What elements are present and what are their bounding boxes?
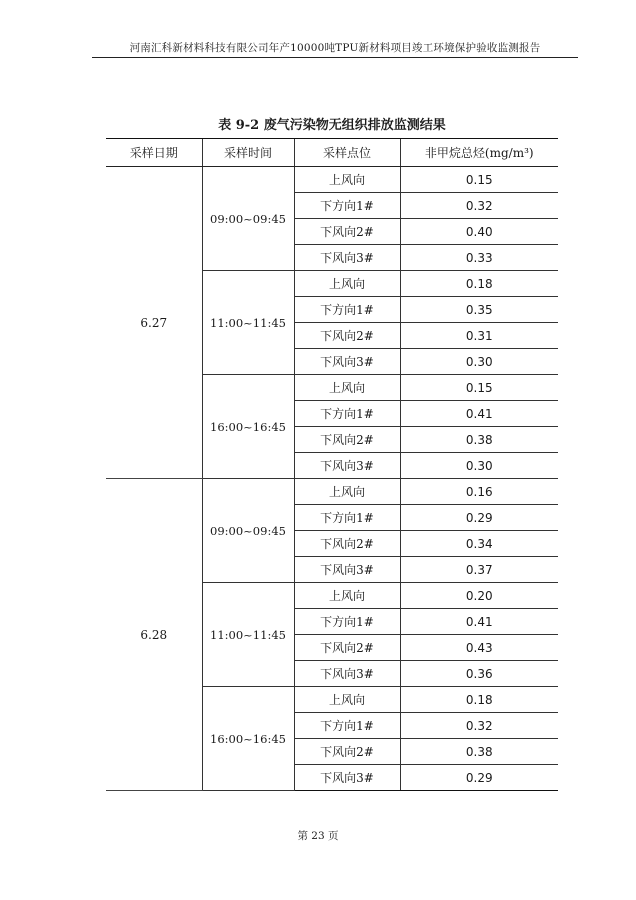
table-body [106,167,558,791]
sampling-point-cell: 上风向 [294,375,400,401]
sampling-time-cell: 09:00~09:45 [202,479,294,583]
nmhc-value-cell: 0.31 [400,323,558,349]
sampling-point-cell: 上风向 [294,167,400,193]
sampling-point-cell: 下风向3# [294,661,400,687]
nmhc-value-cell: 0.33 [400,245,558,271]
nmhc-value-cell: 0.30 [400,453,558,479]
sampling-point-cell: 下方向1# [294,505,400,531]
nmhc-value-cell: 0.34 [400,531,558,557]
sampling-point-cell: 下方向1# [294,609,400,635]
sampling-point-cell: 下风向2# [294,427,400,453]
sampling-point-cell: 下风向2# [294,635,400,661]
column-header-point: 采样点位 [294,139,400,167]
sampling-point-cell: 上风向 [294,687,400,713]
report-header: 河南汇科新材料科技有限公司年产10000吨TPU新材料项目竣工环境保护验收监测报告 [129,42,541,54]
page-number: 第 23 页 [297,830,339,842]
nmhc-value-cell: 0.43 [400,635,558,661]
nmhc-value-cell: 0.36 [400,661,558,687]
sampling-time-cell: 11:00~11:45 [202,271,294,375]
nmhc-value-cell: 0.40 [400,219,558,245]
nmhc-value-cell: 0.41 [400,609,558,635]
nmhc-value-cell: 0.41 [400,401,558,427]
sampling-point-cell: 下风向3# [294,349,400,375]
nmhc-value-cell: 0.16 [400,479,558,505]
sampling-date-cell: 6.28 [106,479,202,791]
sampling-point-cell: 下风向3# [294,245,400,271]
sampling-point-cell: 上风向 [294,583,400,609]
nmhc-value-cell: 0.18 [400,687,558,713]
nmhc-value-cell: 0.15 [400,375,558,401]
sampling-point-cell: 下风向2# [294,219,400,245]
table-caption: 表 9-2 废气污染物无组织排放监测结果 [218,118,446,133]
sampling-point-cell: 下风向3# [294,453,400,479]
nmhc-value-cell: 0.29 [400,765,558,791]
table-header-row [106,139,558,167]
nmhc-value-cell: 0.37 [400,557,558,583]
nmhc-value-cell: 0.32 [400,193,558,219]
sampling-point-cell: 下风向2# [294,739,400,765]
sampling-point-cell: 下风向3# [294,557,400,583]
sampling-time-cell: 11:00~11:45 [202,583,294,687]
column-header-value: 非甲烷总烃(mg/m³) [400,139,558,167]
sampling-time-cell: 16:00~16:45 [202,687,294,791]
table-row [106,479,558,505]
sampling-point-cell: 下方向1# [294,193,400,219]
sampling-point-cell: 下方向1# [294,713,400,739]
sampling-date-cell: 6.27 [106,167,202,479]
nmhc-value-cell: 0.38 [400,427,558,453]
nmhc-value-cell: 0.29 [400,505,558,531]
nmhc-value-cell: 0.30 [400,349,558,375]
nmhc-value-cell: 0.32 [400,713,558,739]
sampling-time-cell: 16:00~16:45 [202,375,294,479]
sampling-point-cell: 上风向 [294,479,400,505]
nmhc-value-cell: 0.35 [400,297,558,323]
sampling-point-cell: 下风向3# [294,765,400,791]
nmhc-value-cell: 0.15 [400,167,558,193]
column-header-time: 采样时间 [202,139,294,167]
header-divider [92,57,578,58]
sampling-point-cell: 上风向 [294,271,400,297]
sampling-point-cell: 下风向2# [294,531,400,557]
nmhc-value-cell: 0.38 [400,739,558,765]
monitoring-results-table [106,138,558,791]
sampling-point-cell: 下方向1# [294,297,400,323]
sampling-time-cell: 09:00~09:45 [202,167,294,271]
table-row [106,167,558,193]
sampling-point-cell: 下方向1# [294,401,400,427]
nmhc-value-cell: 0.20 [400,583,558,609]
sampling-point-cell: 下风向2# [294,323,400,349]
column-header-date: 采样日期 [106,139,202,167]
nmhc-value-cell: 0.18 [400,271,558,297]
